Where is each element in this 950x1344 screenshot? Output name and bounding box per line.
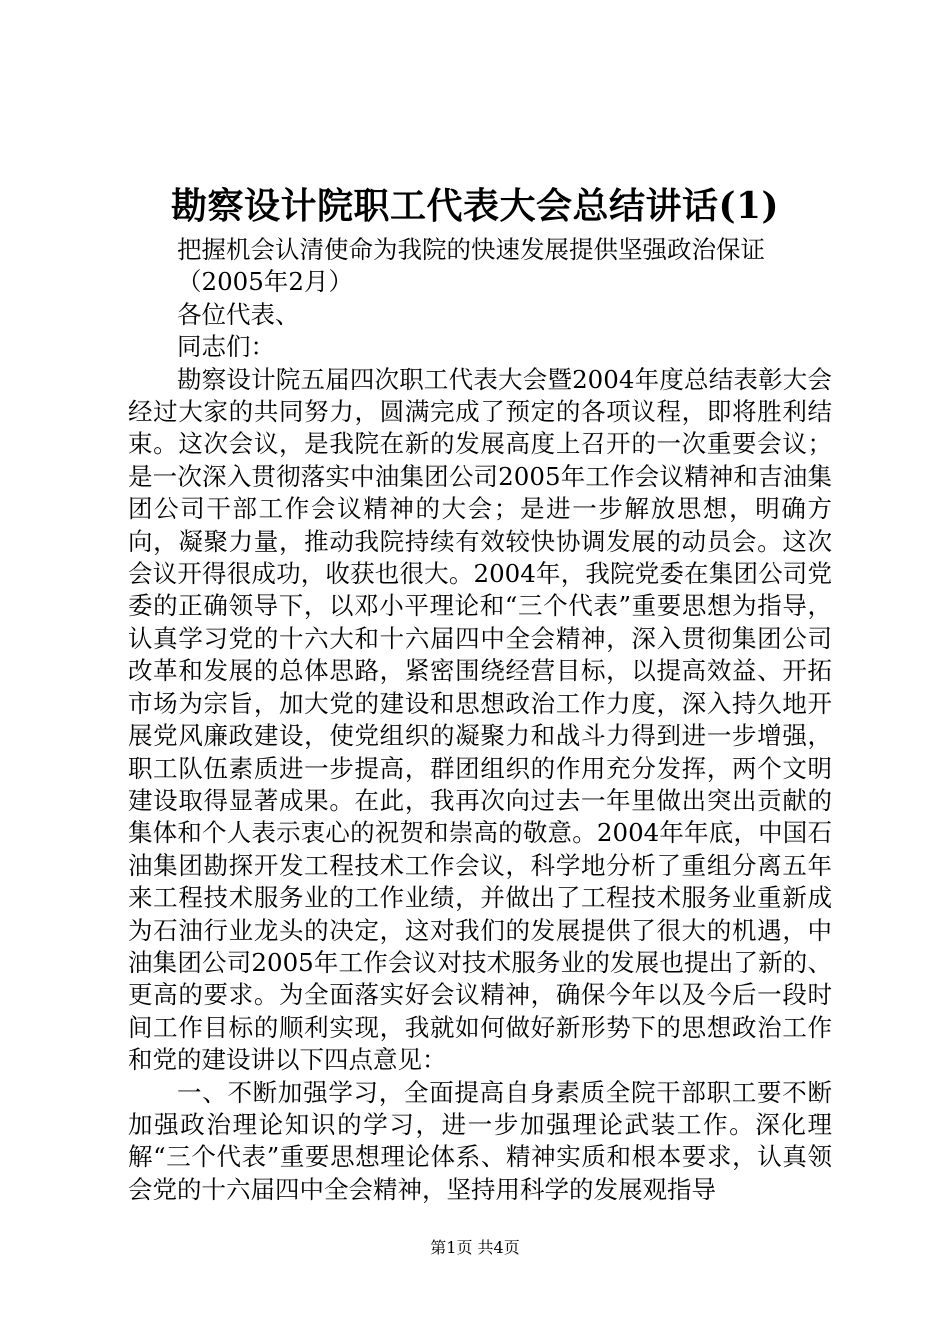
salutation-line: 同志们： — [177, 332, 275, 362]
body-paragraph: 一、不断加强学习，全面提高自身素质全院干部职工要不断加强政治理论知识的学习，进一步加强理论武装工作。深化理解“三个代表”重要思想理论体系、精神实质和根本要求，认真领会党的十六届四中全会精神，坚持用科学的发展观指导 — [128, 1077, 832, 1204]
document-body — [128, 234, 832, 1206]
date-line: （2005年2月） — [177, 267, 353, 297]
body-paragraph: 勘察设计院五届四次职工代表大会暨2004年度总结表彰大会经过大家的共同努力，圆满完成了预定的各项议程，即将胜利结束。这次会议，是我院在新的发展高度上召开的一次重要会议；是一次深入贯彻落实中油集团公司2005年工作会议精神和吉油集团公司干部工作会议精神的大会；是进一步解放思想，明确方向，凝聚力量，推动我院持续有效较快协调发展的动员会。这次会议开得很成功，收获也很大。2004年，我院党委在集团公司党委的正确领导下，以邓小平理论和“三个代表”重要思想为指导，认真学习党的十六大和十六届四中全会精神，深入贯彻集团公司改革和发展的总体思路，紧密围绕经营目标，以提高效益、开拓市场为宗旨，加大党的建设和思想政治工作力度，深入持久地开展党风廉政建设，使党组织的凝聚力和战斗力得到进一步增强，职工队伍素质进一步提高，群团组织的作用充分发挥，两个文明建设取得显著成果。在此，我再次向过去一年里做出突出贡献的集体和个人表示衷心的祝贺和崇高的敬意。2004年年底，中国石油集团勘探开发工程技术工作会议，科学地分析了重组分离五年来工程技术服务业的工作业绩，并做出了工程技术服务业重新成为石油行业龙头的决定，这对我们的发展提供了很大的机遇，中油集团公司2005年工作会议对技术服务业的发展也提出了新的、更高的要求。为全面落实好会议精神，确保今年以及今后一段时间工作目标的顺利实现，我就如何做好新形势下的思想政治工作和党的建设讲以下四点意见： — [128, 364, 832, 1075]
document-title: 勘察设计院职工代表大会总结讲话(1) — [170, 185, 780, 227]
page-footer: 第1页 共4页 — [430, 1238, 520, 1257]
salutation-line: 各位代表、 — [177, 299, 300, 329]
subtitle-line: 把握机会认清使命为我院的快速发展提供坚强政治保证 — [177, 235, 765, 264]
